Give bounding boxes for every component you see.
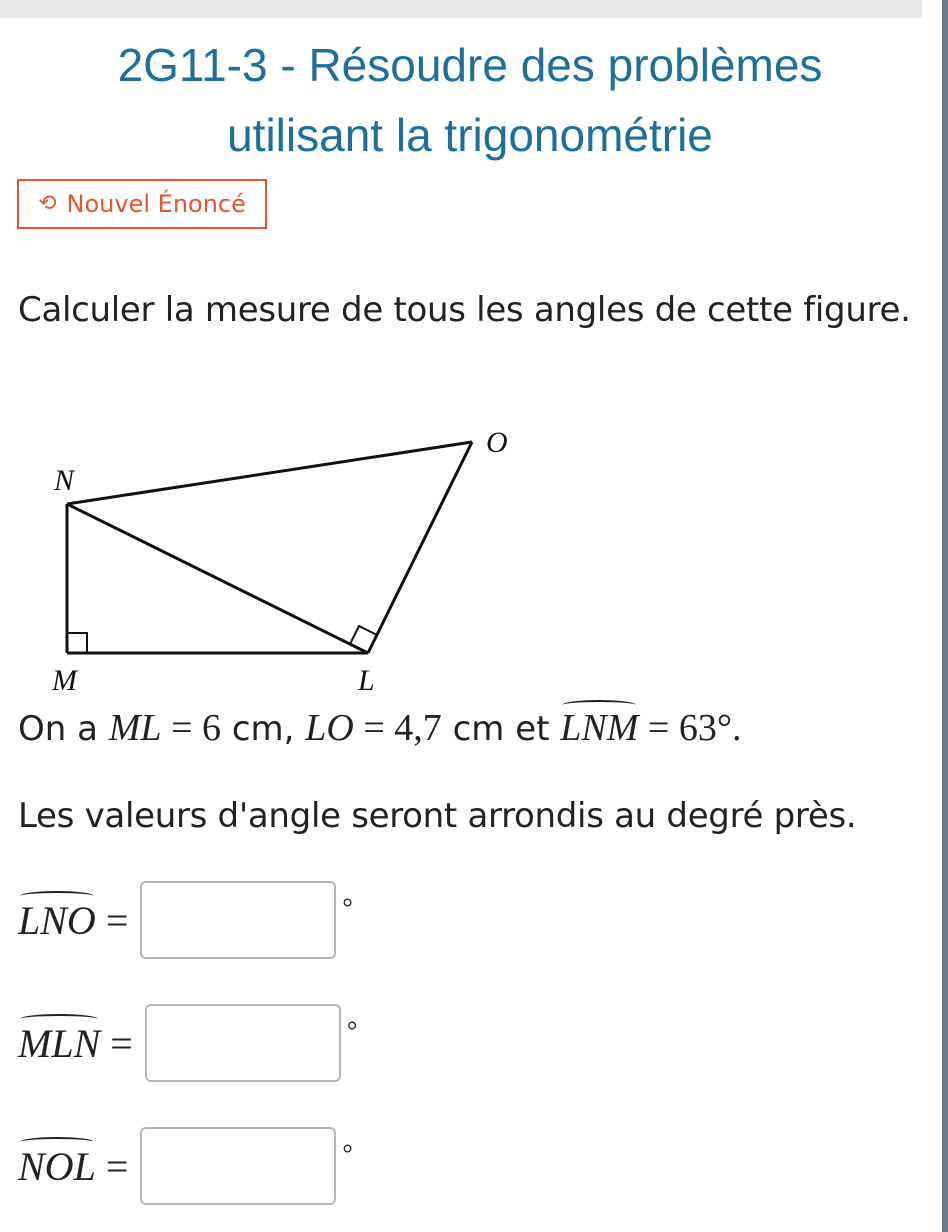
angle-label-NOL: NOL [18,1143,96,1189]
segment-NL [67,504,368,653]
angle-LNM: LNM [560,707,639,749]
unit-2: cm et [452,709,550,749]
instruction-text: Calculer la mesure de tous les angles de cette figure. [18,290,911,330]
new-statement-button[interactable] [17,179,267,229]
label-L: L [358,664,375,697]
given-values [18,706,742,750]
answer-input-NOL[interactable] [140,1127,336,1205]
answer-row-LNO: LNO = ° [18,879,353,961]
var-LO: LO [305,707,354,749]
answer-row-MLN: MLN = ° [18,1002,357,1084]
degree-unit: ° [342,1139,353,1168]
answer-input-LNO[interactable] [140,881,336,959]
angle-label-LNO: LNO [18,897,96,943]
segment-LO [368,442,472,653]
scrollbar-rail[interactable] [942,0,948,1232]
label-M: M [52,664,77,697]
answer-input-MLN[interactable] [145,1004,341,1082]
value-ML: = 6 [171,707,221,749]
title-line-1: 2G11-3 - Résoudre des problèmes [117,39,823,91]
figure-lines [67,442,472,653]
label-O: O [486,426,508,459]
value-LNM: = 63°. [647,707,742,749]
right-angle-mark-M [67,633,87,653]
new-statement-label: Nouvel Énoncé [66,190,246,218]
label-N: N [54,464,75,497]
degree-unit: ° [342,893,353,922]
top-bar [0,0,922,18]
rounding-note: Les valeurs d'angle seront arrondis au degré près. [18,796,857,836]
page-title [0,30,940,170]
degree-unit: ° [346,1016,358,1045]
answer-row-NOL: NOL = ° [18,1125,353,1207]
title-line-2: utilisant la trigonométrie [227,109,713,161]
value-LO: = 4,7 [363,707,442,749]
angle-label-MLN: MLN [18,1020,101,1066]
geometry-figure [0,420,560,710]
segment-NO [67,442,472,504]
var-ML: ML [108,707,162,749]
given-intro: On a [18,709,98,749]
unit-1: cm, [231,709,295,749]
refresh-icon: ⟲ [38,191,57,216]
